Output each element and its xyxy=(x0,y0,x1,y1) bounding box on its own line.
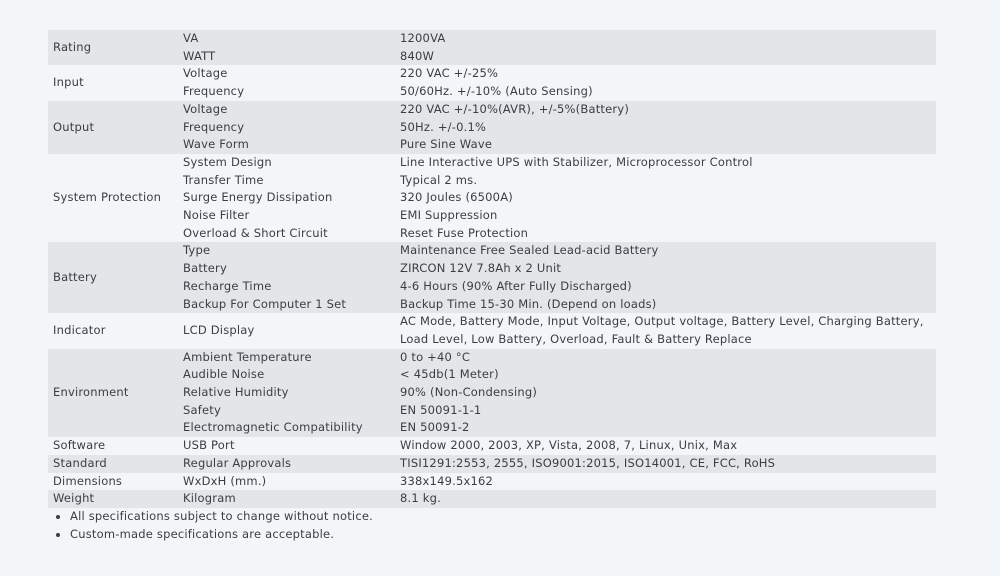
table-row xyxy=(48,296,936,314)
table-row xyxy=(48,490,936,508)
group-environment xyxy=(48,349,936,438)
spec-item: Ambient Temperature xyxy=(178,349,395,367)
spec-value: 50Hz. +/-0.1% xyxy=(395,119,936,137)
spec-value: 8.1 kg. xyxy=(395,490,936,508)
spec-value: Line Interactive UPS with Stabilizer, Microprocessor Control xyxy=(395,154,936,172)
spec-item: Kilogram xyxy=(178,490,395,508)
spec-value: < 45db(1 Meter) xyxy=(395,366,936,384)
table-row xyxy=(48,65,936,83)
category-label: Indicator xyxy=(48,313,178,348)
table-row xyxy=(48,473,936,491)
spec-item: Noise Filter xyxy=(178,207,395,225)
table-row xyxy=(48,154,936,172)
table-row xyxy=(48,260,936,278)
spec-value: ZIRCON 12V 7.8Ah x 2 Unit xyxy=(395,260,936,278)
category-label: Environment xyxy=(48,349,178,438)
spec-item: Battery xyxy=(178,260,395,278)
category-label: Battery xyxy=(48,242,178,313)
spec-item: Electromagnetic Compatibility xyxy=(178,419,395,437)
note-item: • Custom-made specifications are acceptable. xyxy=(70,526,936,544)
group-indicator xyxy=(48,313,936,348)
table-row xyxy=(48,119,936,137)
spec-item: Frequency xyxy=(178,83,395,101)
group-software xyxy=(48,437,936,455)
category-label: Software xyxy=(48,437,178,455)
group-system-protection xyxy=(48,154,936,243)
table-row xyxy=(48,30,936,48)
spec-value: Pure Sine Wave xyxy=(395,136,936,154)
spec-value: 338x149.5x162 xyxy=(395,473,936,491)
spec-value: EN 50091-1-1 xyxy=(395,402,936,420)
spec-sheet xyxy=(48,30,936,543)
spec-item: Type xyxy=(178,242,395,260)
table-row xyxy=(48,419,936,437)
spec-item: Voltage xyxy=(178,65,395,83)
spec-item: Transfer Time xyxy=(178,172,395,190)
spec-item: Regular Approvals xyxy=(178,455,395,473)
table-row xyxy=(48,207,936,225)
spec-item: Safety xyxy=(178,402,395,420)
table-row xyxy=(48,384,936,402)
spec-item: Wave Form xyxy=(178,136,395,154)
table-row xyxy=(48,189,936,207)
group-standard xyxy=(48,455,936,473)
spec-item: Overload & Short Circuit xyxy=(178,225,395,243)
spec-item: Surge Energy Dissipation xyxy=(178,189,395,207)
category-label: Output xyxy=(48,101,178,154)
category-label: Standard xyxy=(48,455,178,473)
table-row xyxy=(48,402,936,420)
spec-value: Backup Time 15-30 Min. (Depend on loads) xyxy=(395,296,936,314)
spec-value: AC Mode, Battery Mode, Input Voltage, Output voltage, Battery Level, Charging Battery, Load Level, Low Battery, Overload, Fault & Battery Replace xyxy=(395,313,936,348)
spec-value: 1200VA xyxy=(395,30,936,48)
table-row xyxy=(48,366,936,384)
table-row xyxy=(48,136,936,154)
spec-item: WxDxH (mm.) xyxy=(178,473,395,491)
table-row xyxy=(48,437,936,455)
spec-value: Typical 2 ms. xyxy=(395,172,936,190)
spec-table xyxy=(48,30,936,508)
category-label: Weight xyxy=(48,490,178,508)
spec-item: Frequency xyxy=(178,119,395,137)
spec-item: VA xyxy=(178,30,395,48)
table-row xyxy=(48,313,936,348)
group-rating xyxy=(48,30,936,65)
table-row xyxy=(48,172,936,190)
group-input xyxy=(48,65,936,100)
spec-value: TISI1291:2553, 2555, ISO9001:2015, ISO14001, CE, FCC, RoHS xyxy=(395,455,936,473)
category-label: Input xyxy=(48,65,178,100)
table-row xyxy=(48,101,936,119)
spec-item: Voltage xyxy=(178,101,395,119)
spec-value: 0 to +40 °C xyxy=(395,349,936,367)
spec-value: Reset Fuse Protection xyxy=(395,225,936,243)
spec-value: 220 VAC +/-25% xyxy=(395,65,936,83)
category-label: System Protection xyxy=(48,154,178,243)
spec-item: Recharge Time xyxy=(178,278,395,296)
table-row xyxy=(48,48,936,66)
spec-value: 50/60Hz. +/-10% (Auto Sensing) xyxy=(395,83,936,101)
category-label: Rating xyxy=(48,30,178,65)
spec-value: 4-6 Hours (90% After Fully Discharged) xyxy=(395,278,936,296)
spec-value: EN 50091-2 xyxy=(395,419,936,437)
table-row xyxy=(48,83,936,101)
table-row xyxy=(48,455,936,473)
spec-value: EMI Suppression xyxy=(395,207,936,225)
spec-value: 840W xyxy=(395,48,936,66)
spec-value: 320 Joules (6500A) xyxy=(395,189,936,207)
group-weight xyxy=(48,490,936,508)
group-battery xyxy=(48,242,936,313)
spec-item: Backup For Computer 1 Set xyxy=(178,296,395,314)
table-row xyxy=(48,278,936,296)
spec-value: Window 2000, 2003, XP, Vista, 2008, 7, Linux, Unix, Max xyxy=(395,437,936,455)
spec-item: WATT xyxy=(178,48,395,66)
category-label: Dimensions xyxy=(48,473,178,491)
spec-value: 90% (Non-Condensing) xyxy=(395,384,936,402)
note-item: • All specifications subject to change without notice. xyxy=(70,508,936,526)
spec-item: USB Port xyxy=(178,437,395,455)
spec-item: System Design xyxy=(178,154,395,172)
table-row xyxy=(48,225,936,243)
table-row xyxy=(48,349,936,367)
spec-item: Audible Noise xyxy=(178,366,395,384)
group-output xyxy=(48,101,936,154)
spec-value: Maintenance Free Sealed Lead-acid Battery xyxy=(395,242,936,260)
spec-item: Relative Humidity xyxy=(178,384,395,402)
spec-item: LCD Display xyxy=(178,313,395,348)
spec-value: 220 VAC +/-10%(AVR), +/-5%(Battery) xyxy=(395,101,936,119)
table-row xyxy=(48,242,936,260)
group-dimensions xyxy=(48,473,936,491)
notes-list xyxy=(48,508,936,543)
